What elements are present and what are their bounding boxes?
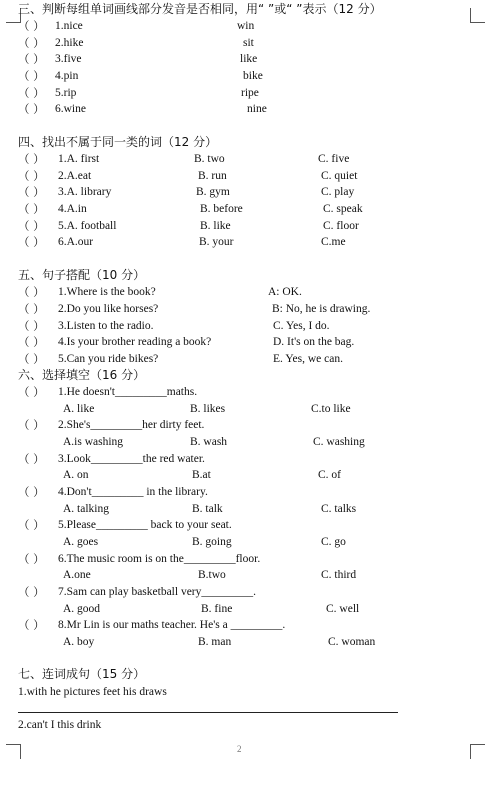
s3-row-3	[18, 52, 478, 66]
answer-blank[interactable]: （ ）	[18, 518, 45, 532]
option-c: C. floor	[323, 220, 359, 232]
s4-row-1	[18, 152, 478, 166]
s3-row-5	[18, 86, 478, 100]
option-a: 3.A. library	[58, 186, 112, 198]
s5-row-1	[18, 285, 478, 299]
s3-row-1	[18, 19, 478, 33]
option-c: C. go	[321, 536, 346, 548]
question: 2.Do you like horses?	[58, 303, 159, 315]
question: 5.Can you ride bikes?	[58, 353, 159, 365]
question: 3.Listen to the radio.	[58, 320, 154, 332]
s6-options-7	[18, 602, 478, 616]
option-b: B. gym	[196, 186, 230, 198]
s6-options-4	[18, 502, 478, 516]
option-a: A.one	[63, 569, 91, 581]
question: 8.Mr Lin is our maths teacher. He's a _________.	[58, 619, 286, 631]
section-5-title: 五、句子搭配（10 分）	[18, 268, 146, 282]
s6-question-5	[18, 518, 478, 532]
answer-blank[interactable]: （ ）	[18, 452, 45, 466]
word-b: ripe	[241, 87, 259, 99]
option-b: B. going	[192, 536, 232, 548]
s6-question-2	[18, 418, 478, 432]
answer-blank[interactable]: （ ）	[18, 319, 45, 333]
option-a: A. on	[63, 469, 89, 481]
answer-blank[interactable]: （ ）	[18, 618, 45, 632]
s3-row-6	[18, 102, 478, 116]
answer-blank[interactable]: （ ）	[18, 552, 45, 566]
s3-row-4	[18, 69, 478, 83]
option-a: 4.A.in	[58, 203, 87, 215]
answer-blank[interactable]: （ ）	[18, 219, 45, 233]
question: 3.Look_________the red water.	[58, 453, 205, 465]
answer-blank[interactable]: （ ）	[18, 418, 45, 432]
answer-blank[interactable]: （ ）	[18, 36, 45, 50]
option-c: C.me	[321, 236, 346, 248]
s6-question-7	[18, 585, 478, 599]
s6-question-4	[18, 485, 478, 499]
option-a: 1.A. first	[58, 153, 100, 165]
answer-blank[interactable]: （ ）	[18, 169, 45, 183]
answer-option: D. It's on the bag.	[273, 336, 355, 348]
s5-row-3	[18, 319, 478, 333]
answer-blank[interactable]: （ ）	[18, 485, 45, 499]
option-b: B. like	[200, 220, 231, 232]
s6-question-1	[18, 385, 478, 399]
question: 4.Is your brother reading a book?	[58, 336, 212, 348]
question: 1.Where is the book?	[58, 286, 156, 298]
answer-blank[interactable]: （ ）	[18, 185, 45, 199]
word-a: 1.nice	[55, 20, 83, 32]
word-a: 5.rip	[55, 87, 77, 99]
s6-options-5	[18, 535, 478, 549]
answer-option: C. Yes, I do.	[273, 320, 330, 332]
option-b: B. man	[198, 636, 232, 648]
option-c: C. washing	[313, 436, 365, 448]
word-a: 6.wine	[55, 103, 86, 115]
answer-option: A: OK.	[268, 286, 302, 298]
option-c: C. talks	[321, 503, 357, 515]
s5-row-5	[18, 352, 478, 366]
option-c: C. speak	[323, 203, 363, 215]
option-c: C.to like	[311, 403, 351, 415]
answer-blank[interactable]: （ ）	[18, 335, 45, 349]
section-3-title: 三、判断每组单词画线部分发音是否相同，用“ ”或“ ”表示（12 分）	[18, 2, 382, 16]
option-b: B. two	[194, 153, 225, 165]
s6-question-8	[18, 618, 478, 632]
answer-blank[interactable]: （ ）	[18, 19, 45, 33]
word-a: 4.pin	[55, 70, 79, 82]
section-4-title: 四、找出不属于同一类的词（12 分）	[18, 135, 218, 149]
option-b: B. wash	[190, 436, 228, 448]
option-b: B. run	[198, 170, 227, 182]
word-a: 3.five	[55, 53, 82, 65]
s4-row-4	[18, 202, 478, 216]
option-b: B. fine	[201, 603, 233, 615]
option-c: C. five	[318, 153, 350, 165]
answer-blank[interactable]: （ ）	[18, 86, 45, 100]
word-b: win	[237, 20, 255, 32]
s6-options-6	[18, 568, 478, 582]
option-b: B. your	[199, 236, 234, 248]
word-b: nine	[247, 103, 267, 115]
s6-options-1	[18, 402, 478, 416]
answer-blank[interactable]: （ ）	[18, 52, 45, 66]
s6-options-3	[18, 468, 478, 482]
answer-blank[interactable]: （ ）	[18, 202, 45, 216]
s7-item-1: 1.with he pictures feet his draws	[18, 686, 167, 698]
option-c: C. well	[326, 603, 360, 615]
answer-blank[interactable]: （ ）	[18, 352, 45, 366]
question: 2.She's_________her dirty feet.	[58, 419, 205, 431]
option-b: B. before	[200, 203, 243, 215]
s6-options-8	[18, 635, 478, 649]
option-a: 6.A.our	[58, 236, 94, 248]
s6-question-3	[18, 452, 478, 466]
option-b: B. likes	[190, 403, 226, 415]
option-b: B.two	[198, 569, 226, 581]
question: 6.The music room is on the_________floor.	[58, 553, 261, 565]
word-b: sit	[243, 37, 254, 49]
answer-option: B: No, he is drawing.	[272, 303, 371, 315]
s3-row-2	[18, 36, 478, 50]
option-a: A. like	[63, 403, 95, 415]
answer-option: E. Yes, we can.	[273, 353, 343, 365]
option-a: A.is washing	[63, 436, 124, 448]
question: 7.Sam can play basketball very_________.	[58, 586, 257, 598]
question: 4.Don't_________ in the library.	[58, 486, 208, 498]
s4-row-6	[18, 235, 478, 249]
answer-blank[interactable]: （ ）	[18, 152, 45, 166]
s5-row-2	[18, 302, 478, 316]
option-b: B. talk	[192, 503, 223, 515]
section-7-title: 七、连词成句（15 分）	[18, 667, 146, 681]
word-a: 2.hike	[55, 37, 84, 49]
section-6-title: 六、选择填空（16 分）	[18, 368, 146, 382]
question: 1.He doesn't_________maths.	[58, 386, 198, 398]
s4-row-3	[18, 185, 478, 199]
option-a: A. good	[63, 603, 101, 615]
option-a: A. goes	[63, 536, 99, 548]
s4-row-2	[18, 169, 478, 183]
option-a: A. boy	[63, 636, 95, 648]
option-c: C. third	[321, 569, 357, 581]
s5-row-4	[18, 335, 478, 349]
answer-blank[interactable]: （ ）	[18, 302, 45, 316]
option-b: B.at	[192, 469, 211, 481]
answer-line[interactable]	[18, 712, 398, 713]
word-b: like	[240, 53, 258, 65]
option-a: 5.A. football	[58, 220, 117, 232]
option-c: C. play	[321, 186, 355, 198]
answer-blank[interactable]: （ ）	[18, 69, 45, 83]
word-b: bike	[243, 70, 263, 82]
page-number: 2	[237, 744, 242, 754]
s6-question-6	[18, 552, 478, 566]
option-c: C. woman	[328, 636, 376, 648]
option-a: 2.A.eat	[58, 170, 92, 182]
crop-mark-bottom-right	[470, 744, 485, 759]
answer-blank[interactable]: （ ）	[18, 385, 45, 399]
s7-item-2: 2.can't I this drink	[18, 719, 102, 731]
answer-blank[interactable]: （ ）	[18, 285, 45, 299]
s6-options-2	[18, 435, 478, 449]
question: 5.Please_________ back to your seat.	[58, 519, 232, 531]
answer-blank[interactable]: （ ）	[18, 235, 45, 249]
option-a: A. talking	[63, 503, 109, 515]
answer-blank[interactable]: （ ）	[18, 585, 45, 599]
answer-blank[interactable]: （ ）	[18, 102, 45, 116]
crop-mark-bottom-left	[6, 744, 21, 759]
option-c: C. quiet	[321, 170, 358, 182]
s4-row-5	[18, 219, 478, 233]
option-c: C. of	[318, 469, 341, 481]
